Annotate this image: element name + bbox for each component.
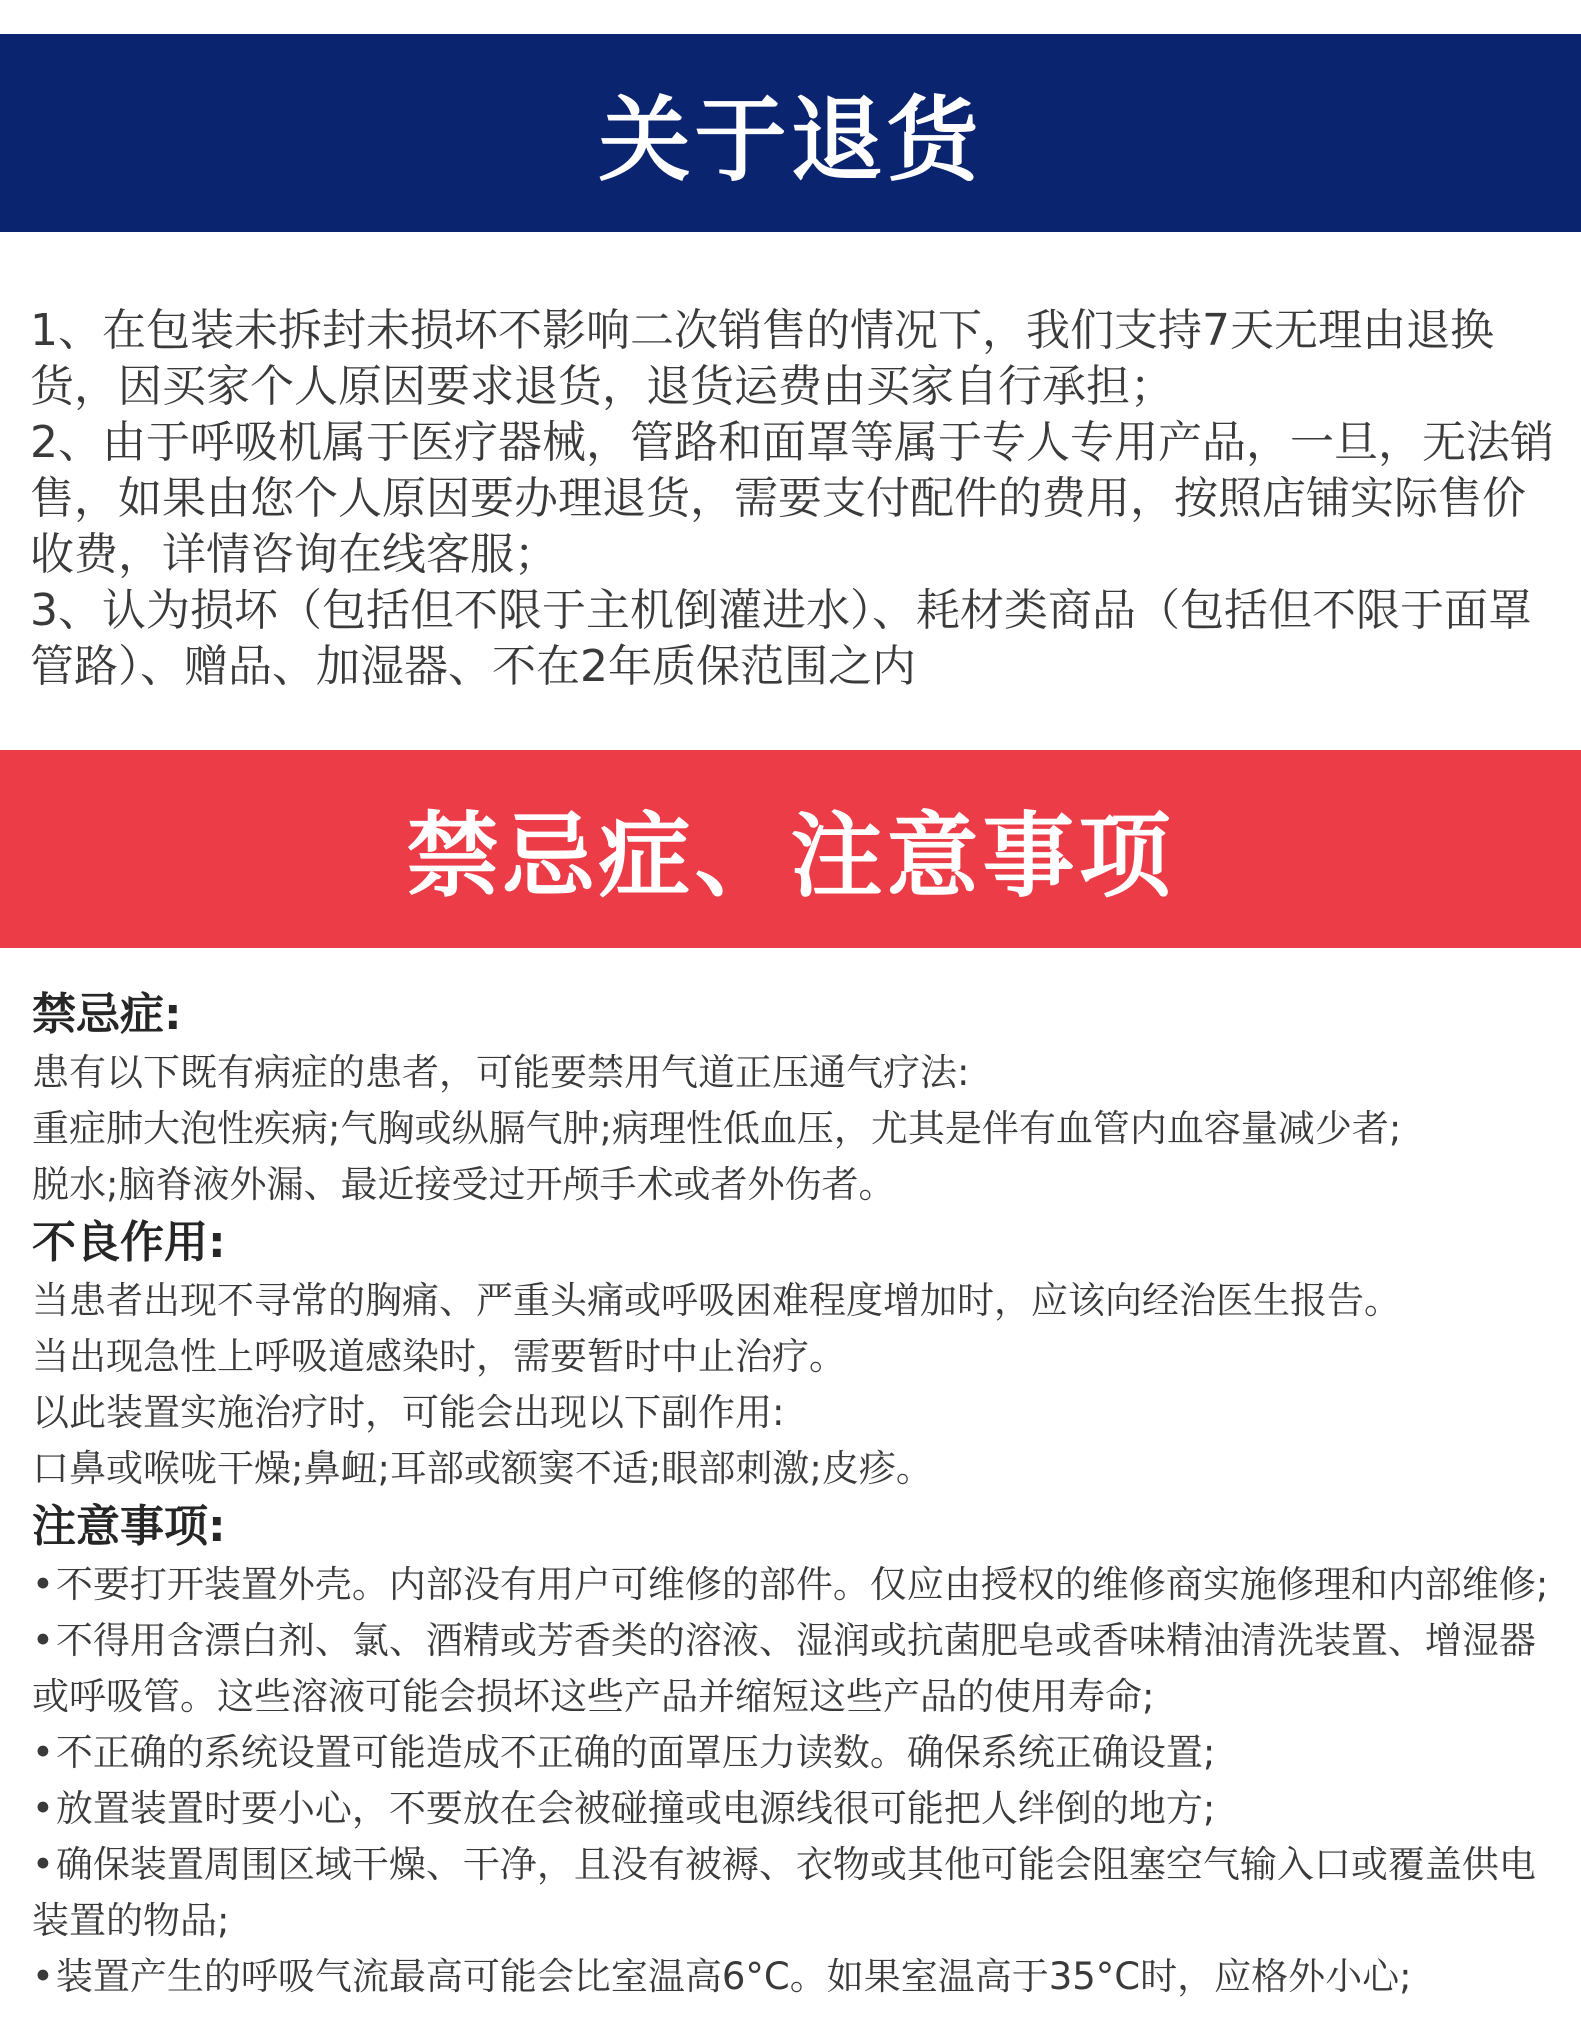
returns-title: 关于退货 [598, 87, 983, 194]
note-text: 不要打开装置外壳。内部没有用户可维修的部件。仅应由授权的维修商实施修理和内部维修; [55, 1563, 1549, 1606]
adverse-line: 口鼻或喉咙干燥;鼻衄;耳部或额窦不适;眼部刺激;皮疹。 [32, 1447, 933, 1490]
contra-heading: 禁忌症: [32, 989, 182, 1040]
bullet-icon: • [32, 1563, 54, 1606]
bullet-icon: • [32, 1955, 54, 1998]
returns-item-3: 3、认为损坏（包括但不限于主机倒灌进水）、耗材类商品（包括但不限于面罩管路）、赠品、加湿器、不在2年质保范围之内 [30, 585, 1532, 692]
note-text: 不正确的系统设置可能造成不正确的面罩压力读数。确保系统正确设置; [55, 1731, 1216, 1774]
note-item [32, 1725, 1562, 1781]
returns-item-1: 1、在包装未拆封未损坏不影响二次销售的情况下，我们支持7天无理由退换货，因买家个人原因要求退货，退货运费由买家自行承担； [30, 305, 1494, 412]
contraindications-banner [0, 750, 1581, 948]
contra-line: 患有以下既有病症的患者，可能要禁用气道正压通气疗法: [32, 1051, 970, 1094]
adverse-line: 以此装置实施治疗时，可能会出现以下副作用: [32, 1391, 785, 1434]
adverse-line: 当出现急性上呼吸道感染时，需要暂时中止治疗。 [32, 1335, 846, 1378]
returns-banner [0, 34, 1581, 232]
note-item [32, 1557, 1562, 1613]
note-item [32, 1837, 1562, 1949]
contraindications-title: 禁忌症、注意事项 [406, 803, 1175, 910]
bullet-icon: • [32, 1787, 54, 1830]
note-item [32, 1781, 1562, 1837]
adverse-heading: 不良作用: [32, 1217, 226, 1268]
bullet-icon: • [32, 1731, 54, 1774]
note-text: 不得用含漂白剂、氯、酒精或芳香类的溶液、湿润或抗菌肥皂或香味精油清洗装置、增湿器或呼吸管。这些溶液可能会损坏这些产品并缩短这些产品的使用寿命; [32, 1619, 1536, 1718]
adverse-line: 当患者出现不寻常的胸痛、严重头痛或呼吸困难程度增加时，应该向经治医生报告。 [32, 1279, 1401, 1322]
bullet-icon: • [32, 1619, 54, 1662]
note-text: 装置产生的呼吸气流最高可能会比室温高6°C。如果室温高于35°C时，应格外小心; [55, 1955, 1412, 1998]
returns-policy-text [30, 303, 1560, 695]
notes-heading: 注意事项: [32, 1501, 226, 1552]
returns-item-2: 2、由于呼吸机属于医疗器械，管路和面罩等属于专人专用产品，一旦，无法销售，如果由您个人原因要办理退货，需要支付配件的费用，按照店铺实际售价收费，详情咨询在线客服； [30, 417, 1554, 580]
note-text: 放置装置时要小心，不要放在会被碰撞或电源线很可能把人绊倒的地方; [55, 1787, 1216, 1830]
note-item [32, 1949, 1562, 2005]
contra-line: 脱水;脑脊液外漏、最近接受过开颅手术或者外伤者。 [32, 1163, 896, 1206]
bullet-icon: • [32, 1843, 54, 1886]
contra-line: 重症肺大泡性疾病;气胸或纵膈气肿;病理性低血压，尤其是伴有血管内血容量减少者; [32, 1107, 1402, 1150]
contraindications-text [32, 985, 1562, 2005]
note-text: 确保装置周围区域干燥、干净，且没有被褥、衣物或其他可能会阻塞空气输入口或覆盖供电装置的物品; [32, 1843, 1536, 1942]
note-item [32, 1613, 1562, 1725]
